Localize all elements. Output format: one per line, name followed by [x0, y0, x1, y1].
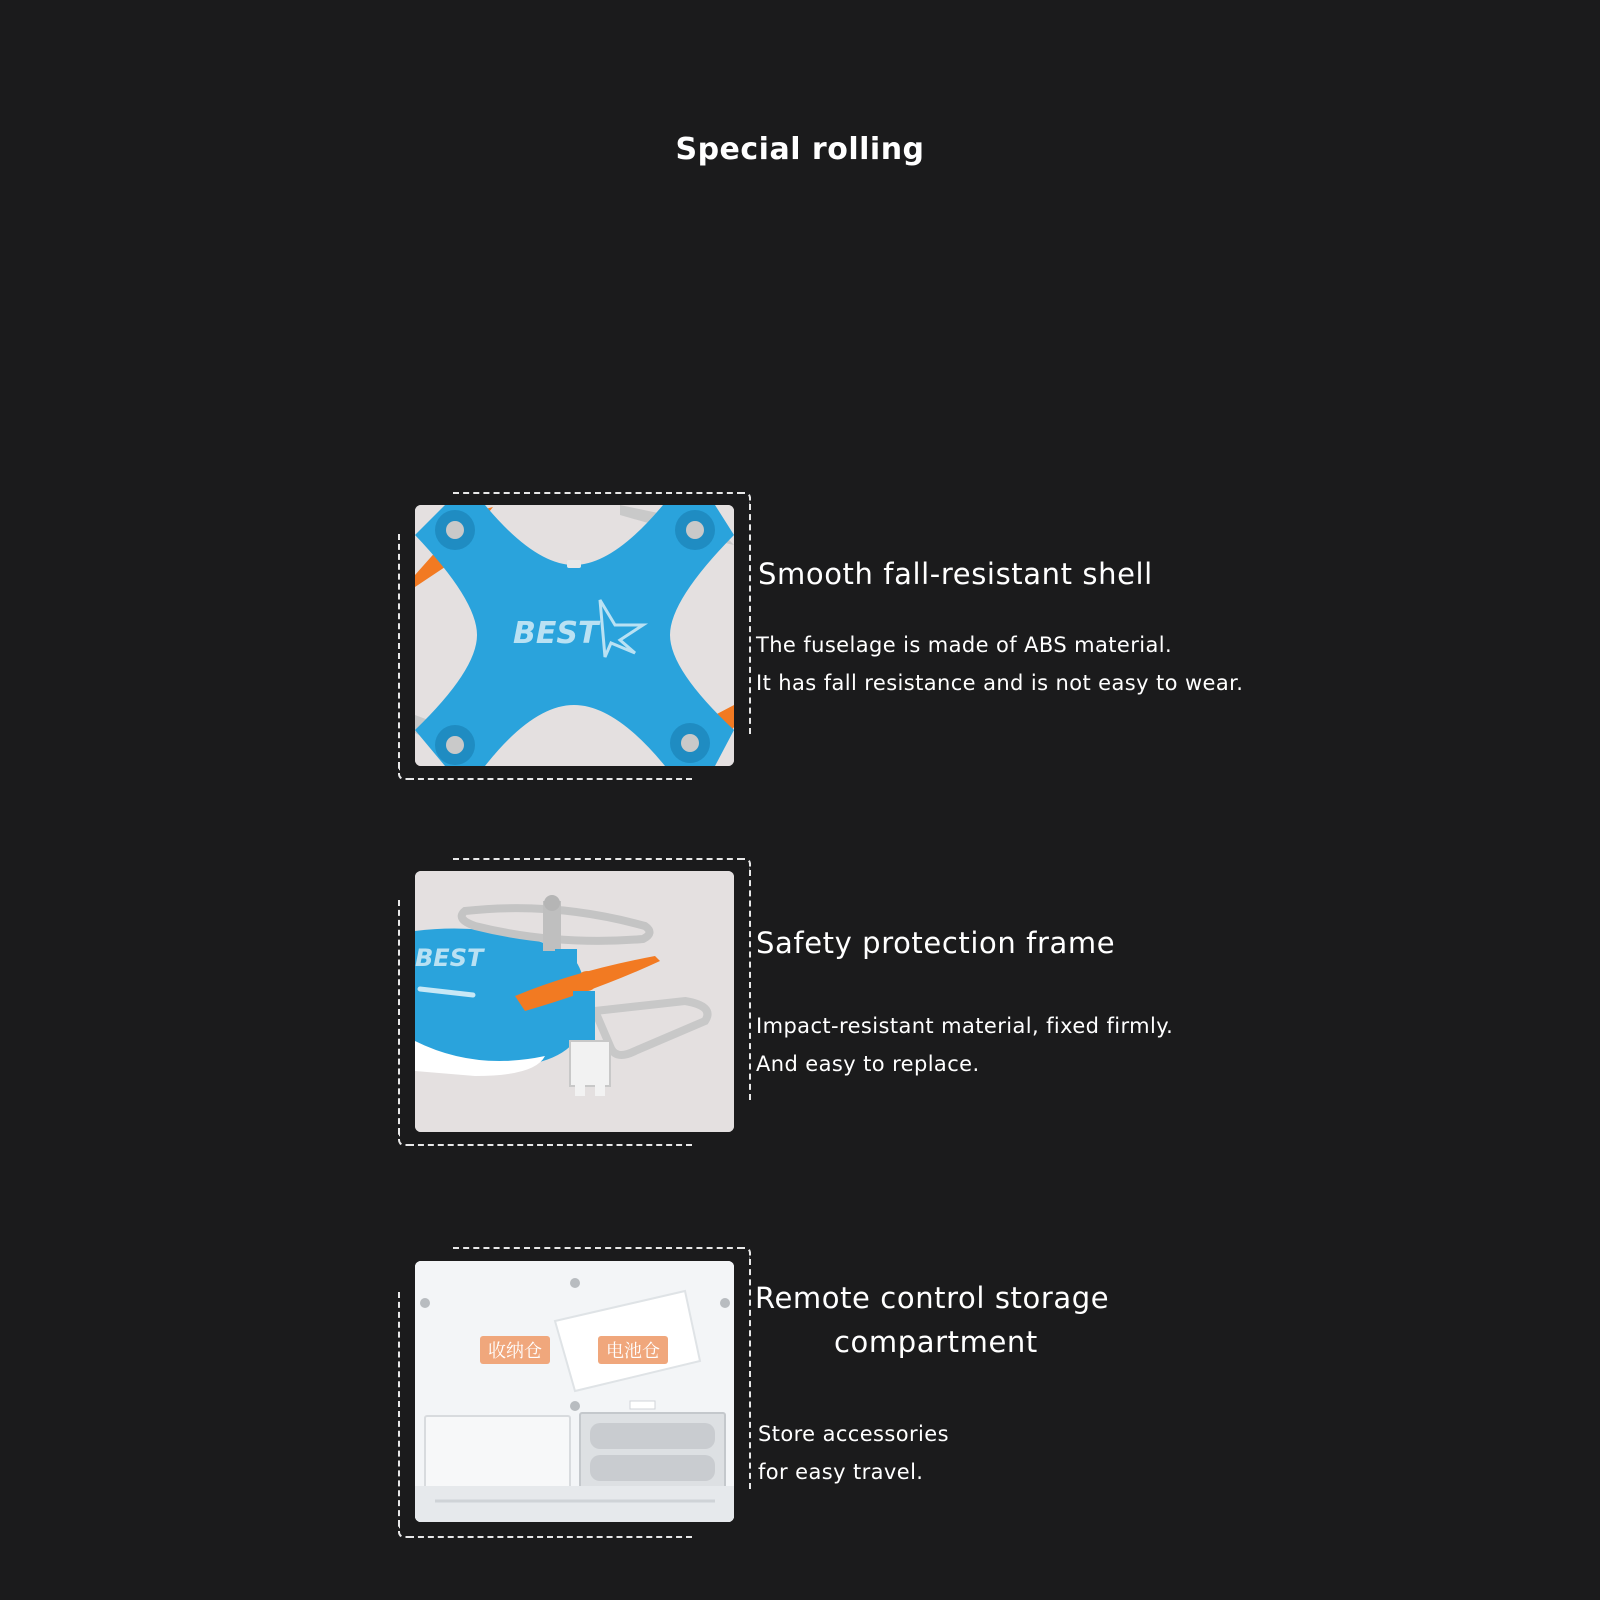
frame-right-dashes	[749, 1259, 751, 1489]
feature-title: compartment	[834, 1325, 1038, 1359]
feature-description-line: for easy travel.	[758, 1460, 924, 1484]
frame-top-dashes	[453, 858, 743, 860]
feature-description-line: Store accessories	[758, 1422, 949, 1446]
frame-left-dashes	[398, 534, 400, 768]
feature-title: Remote control storage	[755, 1281, 1110, 1315]
frame-corner	[739, 858, 751, 870]
feature-description-line: It has fall resistance and is not easy to wear.	[756, 671, 1244, 695]
frame-corner	[739, 492, 751, 504]
svg-text:BEST: BEST	[415, 944, 484, 972]
feature-description-line: The fuselage is made of ABS material.	[756, 633, 1173, 657]
frame-bottom-dashes	[408, 1144, 692, 1146]
frame-right-dashes	[749, 504, 751, 734]
feature-title: Smooth fall-resistant shell	[758, 557, 1153, 591]
drone-top-view-photo	[415, 505, 734, 766]
frame-bottom-dashes	[408, 778, 692, 780]
frame-left-dashes	[398, 1292, 400, 1526]
battery-label: 电池仓	[606, 1341, 660, 1362]
feature-title: Safety protection frame	[756, 926, 1116, 960]
frame-left-dashes	[398, 900, 400, 1134]
frame-right-dashes	[749, 870, 751, 1100]
page-title: Special rolling	[675, 132, 925, 167]
frame-bottom-dashes	[408, 1536, 692, 1538]
frame-top-dashes	[453, 1247, 743, 1249]
remote-control-back-photo	[415, 1261, 734, 1522]
storage-label: 收纳仓	[488, 1341, 542, 1362]
drone-propeller-guard-photo	[415, 871, 734, 1132]
frame-top-dashes	[453, 492, 743, 494]
feature-description-line: Impact-resistant material, fixed firmly.	[756, 1014, 1174, 1038]
feature-description-line: And easy to replace.	[756, 1052, 980, 1076]
frame-corner	[739, 1247, 751, 1259]
best-logo: BEST	[513, 616, 599, 651]
